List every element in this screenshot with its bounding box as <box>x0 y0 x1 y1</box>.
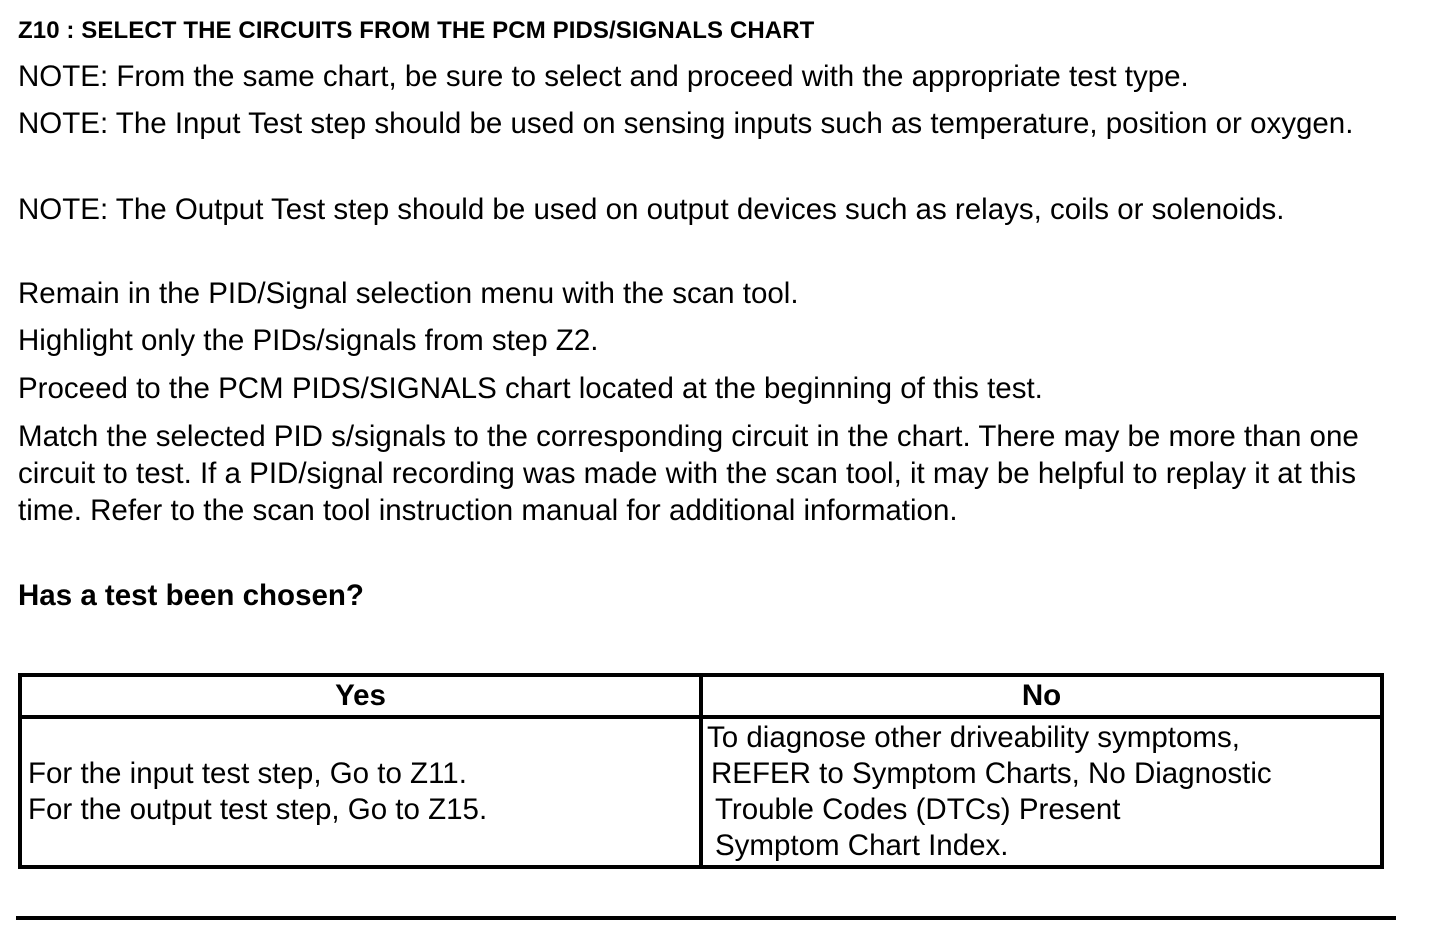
no-column-header: No <box>701 675 1382 717</box>
yes-column-header: Yes <box>20 675 701 717</box>
decision-question: Has a test been chosen? <box>18 579 364 612</box>
no-action-line: To diagnose other driveability symptoms, <box>707 721 1240 754</box>
yes-action-output-test: For the output test step, Go to Z15. <box>28 793 488 826</box>
decision-table-header-row <box>20 675 1382 717</box>
instruction-proceed-to-chart: Proceed to the PCM PIDS/SIGNALS chart located at the beginning of this test. <box>18 372 1043 405</box>
decision-table <box>18 673 1384 869</box>
instruction-remain-in-menu: Remain in the PID/Signal selection menu with the scan tool. <box>18 277 799 310</box>
yes-cell <box>20 717 701 867</box>
no-cell <box>701 717 1382 867</box>
yes-action-input-test: For the input test step, Go to Z11. <box>28 757 467 790</box>
no-action-line: Symptom Chart Index. <box>715 829 1009 862</box>
instruction-match-pids: Match the selected PID s/signals to the corresponding circuit in the chart. There may be more than one circuit to test. If a PID/signal recording was made with the scan tool, it may be helpful to replay it at this time. Refer to the scan tool instruction manual for additional information. <box>18 420 1359 527</box>
note-input-test: NOTE: The Input Test step should be used on sensing inputs such as temperature, position or oxygen. <box>18 107 1354 140</box>
note-output-test: NOTE: The Output Test step should be used on output devices such as relays, coils or solenoids. <box>18 193 1285 226</box>
no-action-line: REFER to Symptom Charts, No Diagnostic <box>711 757 1272 790</box>
bottom-divider <box>16 916 1396 920</box>
decision-table-row <box>20 717 1382 867</box>
step-heading: Z10 : SELECT THE CIRCUITS FROM THE PCM PIDS/SIGNALS CHART <box>18 17 815 44</box>
note-test-type: NOTE: From the same chart, be sure to select and proceed with the appropriate test type. <box>18 60 1189 93</box>
no-action-line: Trouble Codes (DTCs) Present <box>715 793 1121 826</box>
instruction-highlight-pids: Highlight only the PIDs/signals from step Z2. <box>18 324 599 357</box>
